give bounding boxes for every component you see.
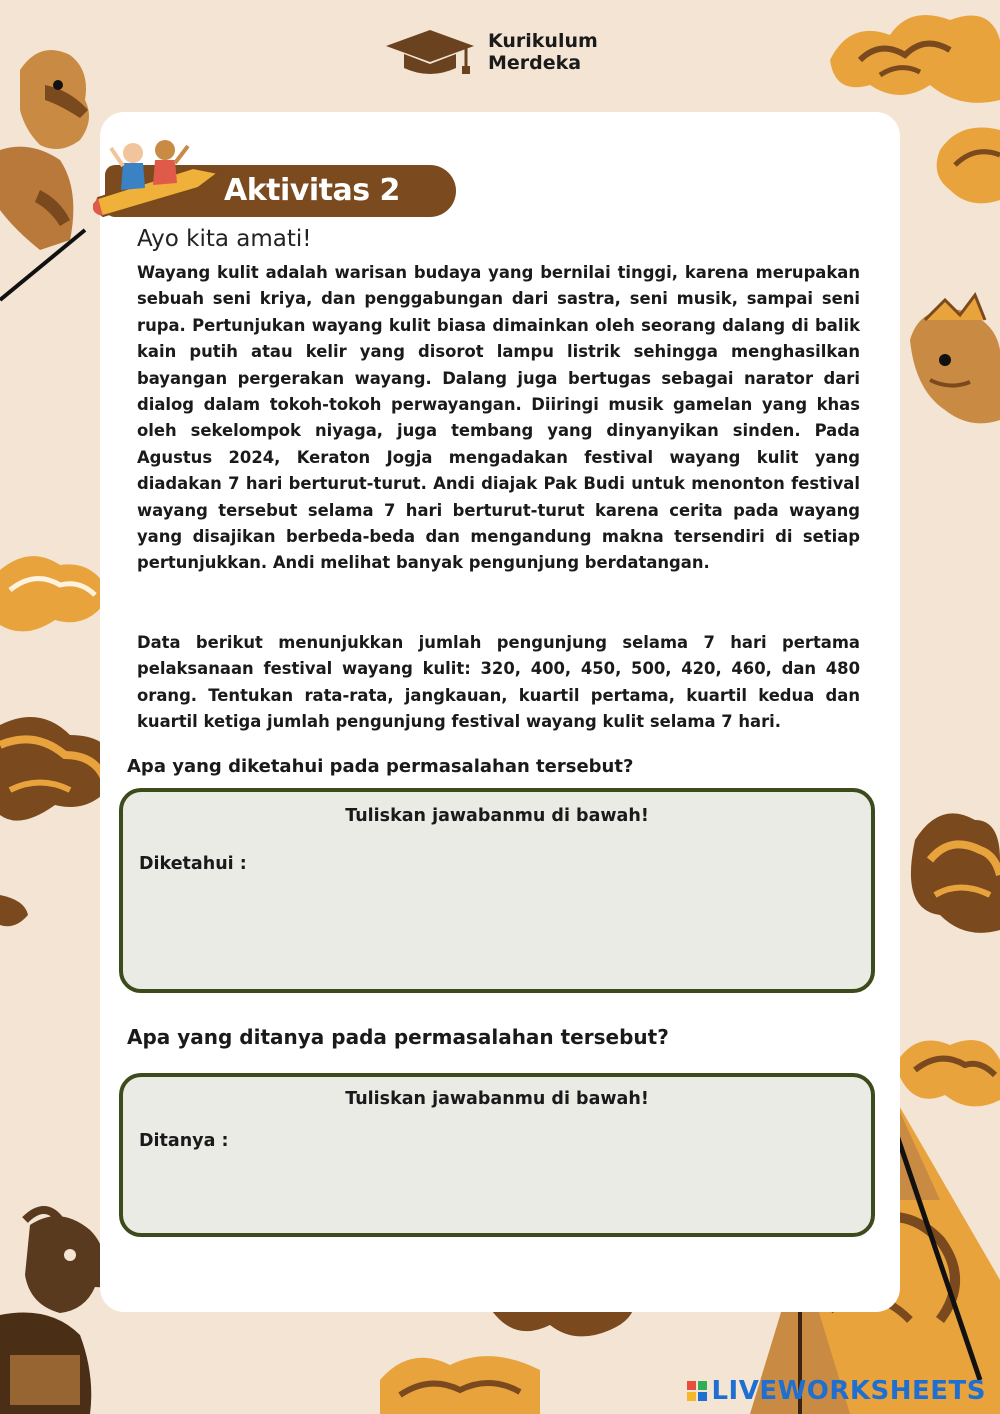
- question-1-prompt: Apa yang diketahui pada permasalahan tersebut?: [127, 756, 634, 777]
- header: [386, 28, 598, 76]
- kids-on-pencil-icon: [93, 128, 223, 223]
- cloud-ornament-right-upper-icon: [930, 100, 1000, 210]
- liveworksheets-text: LIVEWORKSHEETS: [711, 1376, 986, 1406]
- liveworksheets-logo-icon: [687, 1381, 707, 1401]
- answer-box-1-hint: Tuliskan jawabanmu di bawah!: [345, 806, 649, 826]
- wayang-puppet-right-icon: [900, 290, 1000, 440]
- answer-box-2-hint: Tuliskan jawabanmu di bawah!: [345, 1089, 649, 1109]
- cloud-ornament-left-middle-icon: [0, 540, 110, 650]
- story-paragraph-1: Wayang kulit adalah warisan budaya yang bernilai tinggi, karena merupakan sebuah seni kriya, dan penggabungan dari sastra, seni musik, sampai seni rupa. Pertunjukan wayang kulit biasa dimainkan oleh seorang dalang di balik kain putih atau kelir yang disorot lampu listrik sehingga menghasilkan bayangan pergerakan wayang. Dalang juga bertugas sebagai narator dari dialog dalam tokoh-tokoh perwayangan. Diiringi musik gamelan yang khas oleh sekelompok niyaga, juga tembang yang dinyanyikan sinden. Pada Agustus 2024, Keraton Jogja mengadakan festival wayang kulit yang diadakan 7 hari berturut-turut. Andi diajak Pak Budi untuk menonton festival wayang tersebut selama 7 hari berturut-turut karena cerita pada wayang yang disajikan berbeda-beda dan mengandung makna tersendiri di setiap pertunjukkan. Andi melihat banyak pengunjung berdatangan.: [137, 263, 860, 573]
- cloud-ornament-top-right-icon: [820, 0, 1000, 110]
- intro-text: Ayo kita amati!: [137, 226, 312, 252]
- brand-name: [488, 30, 598, 74]
- answer-box-2: [119, 1073, 875, 1237]
- answer-box-1-label: Diketahui :: [139, 854, 247, 874]
- graduation-cap-icon: [386, 28, 474, 76]
- cloud-ornament-left-edge-icon: [0, 890, 30, 930]
- answer-box-1: [119, 788, 875, 993]
- story-paragraph-2: Data berikut menunjukkan jumlah pengunjung selama 7 hari pertama pelaksanaan festival wayang kulit: 320, 400, 450, 500, 420, 460, dan 480 orang. Tentukan rata-rata, jangkauan, kuartil pertama, kuartil kedua dan kuartil ketiga jumlah pengunjung festival wayang kulit selama 7 hari.: [137, 633, 860, 732]
- known-answer-input[interactable]: [139, 884, 855, 983]
- cloud-ornament-bottom-left-icon: [370, 1340, 550, 1414]
- brand-line-1: Kurikulum: [488, 30, 598, 52]
- cloud-ornament-right-middle-icon: [895, 800, 1000, 940]
- liveworksheets-watermark: [687, 1376, 986, 1406]
- question-2-prompt: Apa yang ditanya pada permasalahan tersebut?: [127, 1025, 669, 1049]
- brand-line-2: Merdeka: [488, 52, 582, 74]
- answer-box-2-label: Ditanya :: [139, 1131, 229, 1151]
- asked-answer-input[interactable]: [139, 1161, 855, 1227]
- activity-title: Aktivitas 2: [224, 173, 400, 208]
